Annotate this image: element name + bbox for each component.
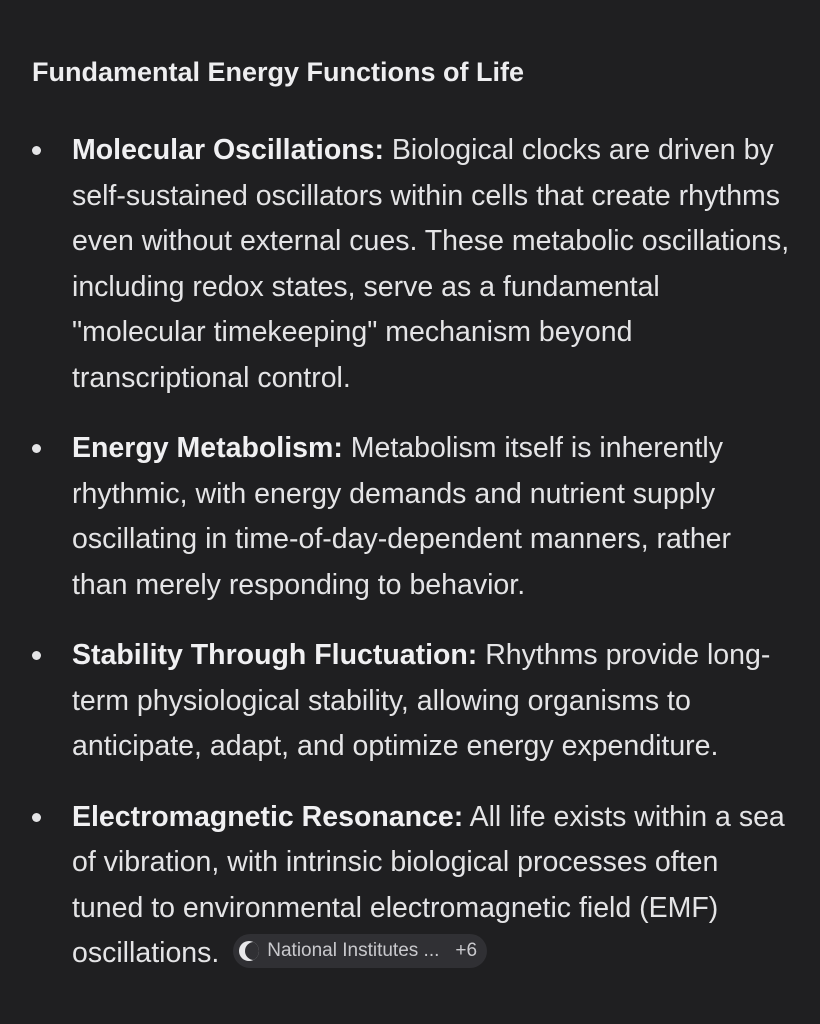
- item-term: Molecular Oscillations:: [72, 134, 384, 166]
- item-text: Biological clocks are driven by self-sustained oscillators within cells that create rhythms even without external cues. These metabolic oscillations, including redox states, serve as a fundamental "molecular timekeeping" mechanism beyond transcriptional control.: [72, 134, 790, 394]
- item-text: All life exists within a sea of vibration, with intrinsic biological processes often tuned to environmental electromagnetic field (EMF) oscillations.: [72, 800, 785, 969]
- bullet-icon: [32, 146, 41, 155]
- item-text: Metabolism itself is inherently rhythmic, with energy demands and nutrient supply oscillating in time-of-day-dependent manners, rather than merely responding to behavior.: [72, 432, 732, 601]
- source-chip-count: +6: [455, 940, 478, 962]
- source-chip[interactable]: [233, 934, 487, 968]
- item-text: Rhythms provide long-term physiological stability, allowing organisms to anticipate, adapt, and optimize energy expenditure.: [72, 639, 771, 762]
- list-item: [32, 633, 792, 770]
- list-item: [32, 426, 792, 608]
- source-logo-icon: [239, 941, 259, 961]
- source-chip-label: National Institutes ...: [267, 940, 440, 962]
- bullet-icon: [32, 813, 41, 822]
- list-item: [32, 795, 792, 977]
- item-term: Energy Metabolism:: [72, 432, 343, 464]
- bullet-icon: [32, 444, 41, 453]
- bullet-icon: [32, 651, 41, 660]
- section-heading: Fundamental Energy Functions of Life: [32, 57, 525, 87]
- item-term: Stability Through Fluctuation:: [72, 639, 478, 671]
- item-term: Electromagnetic Resonance:: [72, 800, 464, 833]
- bullet-list: [32, 128, 792, 977]
- list-item: [32, 128, 792, 401]
